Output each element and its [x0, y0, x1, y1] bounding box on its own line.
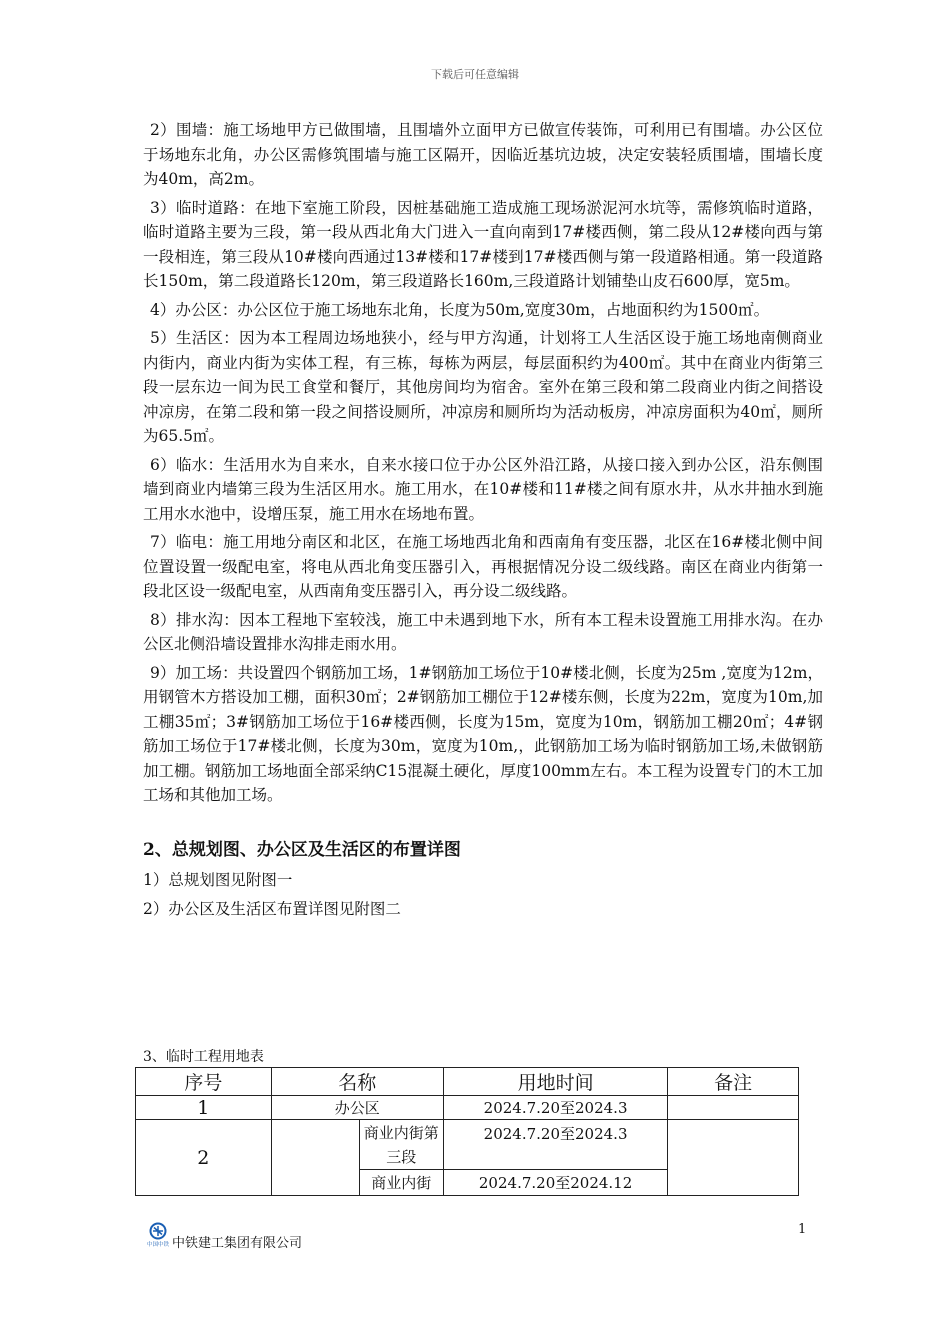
paragraph-workshops: 9）加工场：共设置四个钢筋加工场，1#钢筋加工场位于10#楼北侧，长度为25m ,宽度为12m，用钢管木方搭设加工棚，面积30㎡；2#钢筋加工棚位于12#楼东侧，长度为22m，宽度为10m,加工棚35㎡；3#钢筋加工场位于16#楼西侧，长度为15m，宽度为10m，钢筋加工棚20㎡；4#钢筋加工场位于17#楼北侧，长度为30m，宽度为10m,，此钢筋加工场为临时钢筋加工场,未做钢筋加工棚。钢筋加工场地面全部采纳C15混凝土硬化，厚度100mm左右。本工程为设置专门的木工加工场和其他加工场。 — [143, 663, 823, 804]
paragraph-wall: 2）围墙：施工场地甲方已做围墙，且围墙外立面甲方已做宣传装饰，可利用已有围墙。办公区位于场地东北角，办公区需修筑围墙与施工区隔开，因临近基坑边坡，决定安装轻质围墙，围墙长度为40m，高2m。 — [143, 121, 823, 188]
row1-time: 2024.7.20至2024.3 — [443, 1096, 667, 1120]
row1-name: 办公区 — [271, 1096, 443, 1120]
header-time: 用地时间 — [443, 1068, 667, 1096]
row2-time2: 2024.7.20至2024.12 — [443, 1170, 667, 1196]
paragraph-temporary-power: 7）临电：施工用地分南区和北区，在施工场地西北角和西南角有变压器，北区在16#楼北侧中间位置设置一级配电室，将电从西北角变压器引入，再根据情况分设二级线路。南区在商业内街第一段北区设一级配电室，从西南角变压器引入，再分设二级线路。 — [143, 533, 823, 600]
table-header-row — [136, 1068, 799, 1096]
company-logo-icon — [146, 1222, 170, 1248]
row2-no: 2 — [136, 1120, 272, 1196]
row1-note — [668, 1096, 799, 1120]
paragraph-temporary-water: 6）临水：生活用水为自来水，自来水接口位于办公区外沿江路，从接口接入到办公区，沿东侧围墙到商业内墙第三段为生活区用水。施工用水，在10#楼和11#楼之间有原水井，从水井抽水到施工用水水池中，设增压泵，施工用水在场地布置。 — [143, 455, 823, 523]
header-note-col: 备注 — [668, 1068, 799, 1096]
row1-no: 1 — [136, 1096, 272, 1120]
paragraph-temporary-road: 3）临时道路：在地下室施工阶段，因桩基础施工造成施工现场淤泥河水坑等，需修筑临时道路，临时道路主要为三段，第一段从西北角大门进入一直向南到17#楼西侧，第二段从12#楼向西与第一段相连，第三段从10#楼向西通过13#楼和17#楼到17#楼西侧与第一段道路相通。第一段道路长150m，第二段道路长120m，第三段道路长160m,三段道路计划铺垫山皮石600厚，宽5m。 — [143, 198, 823, 290]
table-row — [136, 1120, 799, 1170]
row2-time1: 2024.7.20至2024.3 — [443, 1120, 667, 1170]
header-no: 序号 — [136, 1068, 272, 1096]
document-body — [143, 118, 823, 925]
paragraph-drainage: 8）排水沟：因本工程地下室较浅，施工中未遇到地下水，所有本工程未设置施工用排水沟。在办公区北侧沿墙设置排水沟排走雨水用。 — [143, 610, 823, 653]
svg-text:中国中铁: 中国中铁 — [146, 1242, 170, 1248]
paragraph-office-area: 4）办公区：办公区位于施工场地东北角，长度为50m,宽度30m，占地面积约为1500㎡。 — [150, 300, 770, 319]
page-number: 1 — [798, 1222, 807, 1237]
footer-company: 中铁建工集团有限公司 — [172, 1236, 303, 1251]
section-heading: 2、总规划图、办公区及生活区的布置详图 — [143, 839, 461, 860]
paragraph-living-area: 5）生活区：因为本工程周边场地狭小，经与甲方沟通，计划将工人生活区设于施工场地南侧商业内街内，商业内街为实体工程，有三栋，每栋为两层，每层面积约为400㎡。其中在商业内街第三段一层东边一间为民工食堂和餐厅，其他房间均为宿舍。室外在第三段和第二段商业内街之间搭设冲凉房，在第二段和第一段之间搭设厕所，冲凉房和厕所均为活动板房，冲凉房面积为40㎡，厕所为65.5㎡。 — [143, 329, 823, 445]
table-row — [136, 1096, 799, 1120]
table-caption: 3、临时工程用地表 — [143, 1049, 264, 1065]
row2-name — [271, 1120, 359, 1196]
sub-item-layout-detail: 2）办公区及生活区布置详图见附图二 — [143, 899, 401, 918]
row2-note — [668, 1120, 799, 1196]
row2-sub1: 商业内街第三段 — [359, 1120, 443, 1170]
header-name: 名称 — [271, 1068, 443, 1096]
header-note: 下载后可任意编辑 — [431, 68, 519, 81]
land-use-table — [135, 1067, 799, 1196]
sub-item-master-plan: 1）总规划图见附图一 — [143, 871, 293, 889]
row2-sub2: 商业内街 — [359, 1170, 443, 1196]
